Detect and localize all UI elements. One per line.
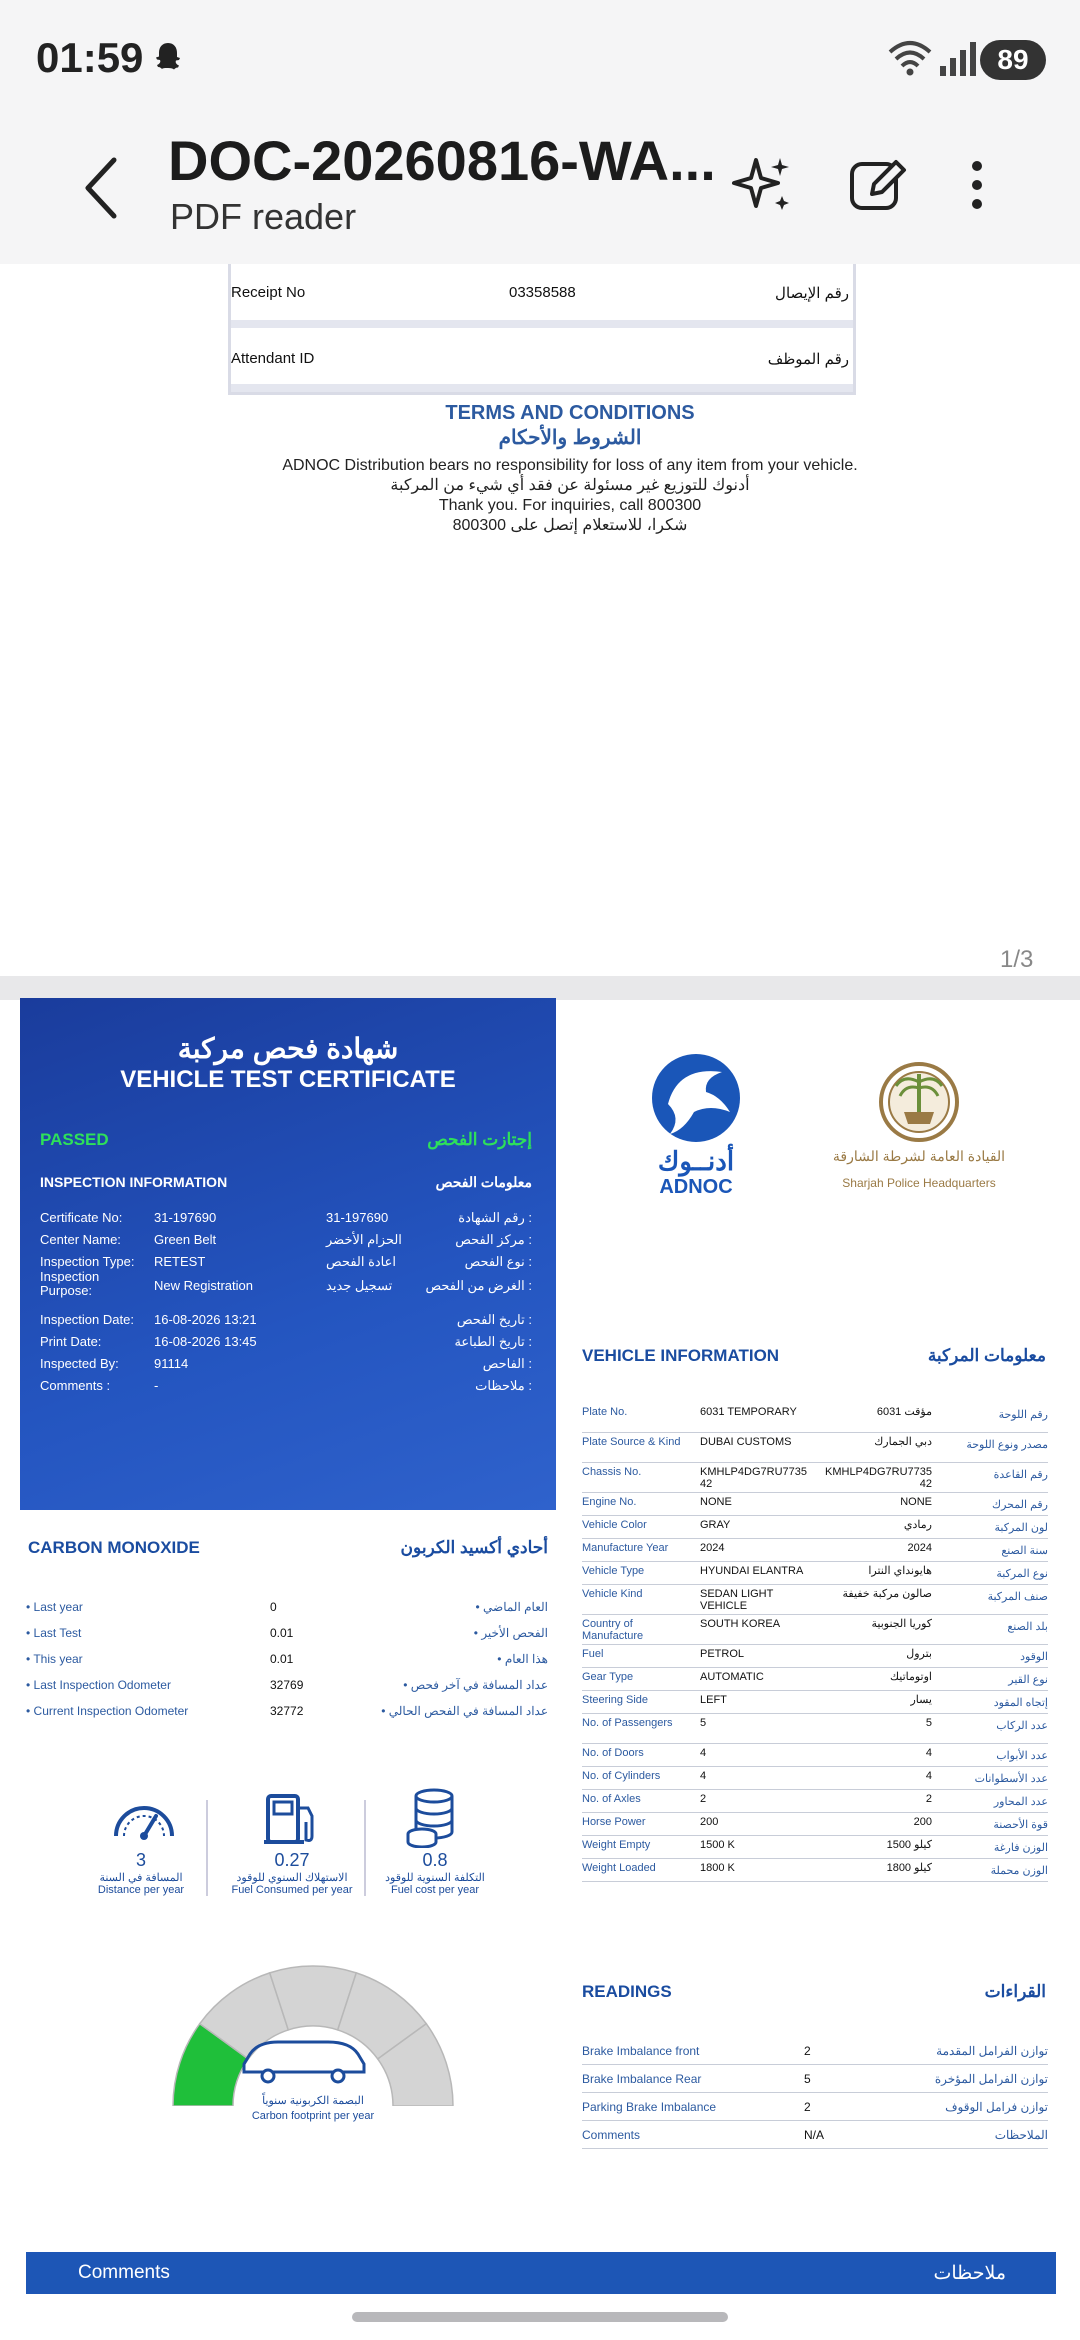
receipt-value: 03358588 xyxy=(509,284,576,301)
reading-row xyxy=(582,2122,1048,2149)
status-time: 01:59 xyxy=(36,34,144,81)
vehicle-info-label: No. of Doors xyxy=(582,1747,644,1759)
metric-distance xyxy=(66,1850,216,1896)
reading-label: Parking Brake Imbalance xyxy=(582,2100,717,2114)
inspection-label: Print Date: xyxy=(40,1334,102,1349)
vehicle-info-label-ar: قوة الأحصنة xyxy=(993,1819,1048,1831)
gesture-handle[interactable] xyxy=(352,2312,728,2322)
attendant-label: Attendant ID xyxy=(231,350,315,367)
carbon-value: 32769 xyxy=(270,1678,304,1692)
vehicle-info-value-ar: دبي الجمارك xyxy=(874,1436,932,1448)
vehicle-info-label: No. of Passengers xyxy=(582,1717,673,1729)
metric-label: Fuel cost per year xyxy=(390,1884,480,1896)
metric-value: 3 xyxy=(135,1850,146,1870)
vehicle-info-value: DUBAI CUSTOMS xyxy=(700,1436,792,1448)
ai-sparkle-icon[interactable] xyxy=(728,150,798,220)
vehicle-info-label-ar: الوزن فارغة xyxy=(993,1842,1048,1854)
carbon-row xyxy=(26,1704,548,1726)
carbon-label-ar: • الفحص الأخير xyxy=(473,1626,548,1640)
vehicle-info-label: Gear Type xyxy=(582,1671,634,1683)
terms-heading-ar: الشروط والأحكام xyxy=(498,427,642,449)
status-passed-ar: إجتازت الفحص xyxy=(427,1130,532,1149)
document-title: DOC-20260816-WA... xyxy=(168,129,716,192)
vehicle-info-label-ar: بلد الصنع xyxy=(1007,1621,1048,1633)
vehicle-info-label-ar: رقم القاعدة xyxy=(993,1469,1048,1481)
vehicle-info-row xyxy=(582,1646,1048,1668)
vehicle-info-value: 5 xyxy=(700,1717,707,1729)
inspection-label-ar: تاريخ الطباعة : xyxy=(454,1334,532,1349)
gauge-label-ar: البصمة الكربونية سنوياً xyxy=(262,2095,364,2107)
vehicle-info-label: Weight Loaded xyxy=(582,1862,656,1874)
carbon-value: 32772 xyxy=(270,1704,304,1718)
vehicle-info-label: No. of Axles xyxy=(582,1793,641,1805)
inspection-value: 16-08-2026 13:45 xyxy=(154,1334,257,1349)
vehicle-info-label-ar: عدد المحاور xyxy=(993,1796,1048,1808)
terms-heading: TERMS AND CONDITIONS xyxy=(445,402,695,424)
vehicle-info-value-ar: هايونداي النترا xyxy=(868,1565,932,1577)
receipt-table xyxy=(228,264,856,395)
vehicle-info-label-ar: إتجاه المقود xyxy=(993,1697,1048,1709)
more-options-icon[interactable] xyxy=(952,150,1002,220)
inspection-value: New Registration xyxy=(154,1278,253,1293)
vehicle-info-label-ar: صنف المركبة xyxy=(987,1591,1048,1603)
reading-label-ar: توازن الفرامل المقدمة xyxy=(936,2044,1048,2058)
carbon-footprint-gauge xyxy=(168,1954,458,2106)
vehicle-info-row xyxy=(582,1837,1048,1859)
inspection-label-ar: نوع الفحص : xyxy=(464,1254,532,1269)
metric-value: 0.8 xyxy=(422,1850,448,1870)
vehicle-info-label-ar: مصدر ونوع اللوحة xyxy=(966,1439,1048,1451)
cellular-signal-icon xyxy=(938,38,978,78)
vehicle-info-value-ar: 6031 مؤقت xyxy=(876,1406,932,1418)
reading-row xyxy=(582,2066,1048,2093)
vehicle-info-label-ar: لون المركبة xyxy=(994,1522,1048,1534)
vehicle-info-value-ar: 1500 كيلو xyxy=(886,1839,932,1851)
inspection-value-ar: اعادة الفحص xyxy=(326,1254,397,1269)
inspection-label: Inspection Date: xyxy=(40,1312,134,1327)
carbon-label: • Last year xyxy=(26,1600,83,1614)
vehicle-info-value-ar: اوتوماتيك xyxy=(889,1671,932,1683)
vehicle-info-row xyxy=(582,1586,1048,1615)
vehicle-info-value: 4 xyxy=(700,1747,707,1759)
inspection-value-ar: تسجيل جديد xyxy=(326,1278,393,1293)
vehicle-info-label-ar: الوزن محملة xyxy=(990,1865,1048,1877)
metric-label-ar: التكلفة السنوية للوقود xyxy=(385,1872,485,1884)
vehicle-info-value: PETROL xyxy=(700,1648,745,1660)
comments-label-ar: ملاحظات xyxy=(933,2263,1006,2284)
vehicle-info-row xyxy=(582,1494,1048,1516)
reading-label: Brake Imbalance front xyxy=(582,2044,700,2058)
metric-label: Distance per year xyxy=(97,1884,185,1896)
vehicle-info-label-ar: عدد الأسطوانات xyxy=(974,1773,1048,1785)
vehicle-info-label: Weight Empty xyxy=(582,1839,651,1851)
inspection-label: Inspection Type: xyxy=(40,1254,135,1269)
vehicle-info-label: No. of Cylinders xyxy=(582,1770,661,1782)
vehicle-info-value-ar: يسار xyxy=(910,1694,932,1706)
inspection-label-ar: الغرض من الفحص : xyxy=(425,1278,532,1293)
metric-label-ar: المسافة في السنة xyxy=(99,1872,183,1884)
carbon-label-ar: • هذا العام xyxy=(497,1652,548,1666)
vehicle-info-row xyxy=(582,1791,1048,1813)
wifi-icon xyxy=(886,38,934,78)
metric-fuel-cost xyxy=(360,1850,510,1896)
vehicle-info-row xyxy=(582,1540,1048,1562)
inspection-label: Inspected By: xyxy=(40,1356,119,1371)
vehicle-info-heading-ar: معلومات المركبة xyxy=(927,1346,1046,1365)
inspection-info-heading: INSPECTION INFORMATION xyxy=(40,1174,228,1190)
receipt-label-ar: رقم الإيصال xyxy=(775,285,849,302)
carbon-row xyxy=(26,1600,548,1622)
metric-label: Fuel Consumed per year xyxy=(231,1884,353,1896)
inspection-value: 91114 xyxy=(154,1356,189,1371)
inspection-label: Inspection Purpose: xyxy=(40,1269,100,1298)
reading-label: Comments xyxy=(582,2128,641,2142)
carbon-value: 0.01 xyxy=(270,1626,294,1640)
carbon-row xyxy=(26,1652,548,1674)
vehicle-info-value-ar: رمادي xyxy=(903,1519,932,1531)
app-subtitle: PDF reader xyxy=(170,196,357,237)
vehicle-info-value: SOUTH KOREA xyxy=(700,1618,781,1630)
carbon-label: • Last Test xyxy=(26,1626,82,1640)
inspection-value-ar: 31-197690 xyxy=(326,1210,389,1225)
vehicle-info-label-ar: رقم اللوحة xyxy=(998,1409,1048,1421)
vehicle-info-value-ar: 4 xyxy=(925,1747,932,1759)
carbon-label-ar: • العام الماضي xyxy=(475,1600,548,1614)
vehicle-info-label-ar: سنة الصنع xyxy=(1001,1545,1048,1557)
vehicle-info-label-ar: نوع القير xyxy=(1008,1674,1048,1686)
police-logo-ar: القيادة العامة لشرطة الشارقة xyxy=(832,1148,1006,1164)
vehicle-info-value: 4 xyxy=(700,1770,707,1782)
vehicle-info-label: Country of Manufacture xyxy=(582,1618,644,1642)
vehicle-info-row xyxy=(582,1517,1048,1539)
reading-row xyxy=(582,2038,1048,2065)
inspection-label: Center Name: xyxy=(40,1232,121,1247)
vehicle-info-row xyxy=(582,1715,1048,1744)
vehicle-info-value: LEFT xyxy=(700,1694,727,1706)
carbon-label: • Current Inspection Odometer xyxy=(26,1704,189,1718)
vehicle-info-row xyxy=(582,1404,1048,1433)
inspection-label-ar: ملاحظات : xyxy=(475,1378,532,1393)
reading-value: 2 xyxy=(804,2100,811,2114)
terms-line: ADNOC Distribution bears no responsibility for loss of any item from your vehicle. xyxy=(282,457,858,474)
vehicle-info-value: 2024 xyxy=(700,1542,725,1554)
certificate-title: VEHICLE TEST CERTIFICATE xyxy=(120,1066,456,1093)
inspection-value: Green Belt xyxy=(154,1232,217,1247)
vehicle-info-row xyxy=(582,1745,1048,1767)
vehicle-info-row xyxy=(582,1692,1048,1714)
reading-label-ar: توازن الفرامل المؤخرة xyxy=(934,2072,1048,2086)
reading-label: Brake Imbalance Rear xyxy=(582,2072,702,2086)
metric-label-ar: الاستهلاك السنوي للوقود xyxy=(236,1872,348,1884)
vehicle-info-row xyxy=(582,1768,1048,1790)
attendant-label-ar: رقم الموظف xyxy=(767,351,849,368)
adnoc-falcon-logo xyxy=(648,1052,744,1144)
vehicle-info-value: 1500 K xyxy=(700,1839,735,1851)
inspection-label-ar: رقم الشهادة : xyxy=(458,1210,532,1225)
inspection-info-heading-ar: معلومات الفحص xyxy=(435,1174,532,1190)
vehicle-info-label: Vehicle Kind xyxy=(582,1588,643,1600)
vehicle-info-label: Horse Power xyxy=(582,1816,646,1828)
carbon-label-ar: • عداد المسافة في الفحص الحالي xyxy=(381,1704,548,1718)
vehicle-info-label-ar: نوع المركبة xyxy=(996,1568,1048,1580)
speedometer-icon xyxy=(110,1796,178,1840)
readings-heading-ar: القراءات xyxy=(984,1982,1046,2001)
vehicle-info-value-ar: كوريا الجنوبية xyxy=(871,1618,932,1630)
inspection-label-ar: تاريخ الفحص : xyxy=(456,1312,532,1327)
carbon-heading: CARBON MONOXIDE xyxy=(28,1538,200,1557)
vehicle-info-value-ar: 5 xyxy=(925,1717,932,1729)
vehicle-info-row xyxy=(582,1434,1048,1463)
metric-value: 0.27 xyxy=(274,1850,310,1870)
comments-label: Comments xyxy=(78,2262,170,2283)
vehicle-info-row xyxy=(582,1563,1048,1585)
reading-value: N/A xyxy=(804,2128,825,2142)
comments-bar xyxy=(26,2252,1056,2294)
carbon-row xyxy=(26,1626,548,1648)
carbon-value: 0 xyxy=(270,1600,277,1614)
inspection-label: Comments : xyxy=(40,1378,111,1393)
inspection-value: - xyxy=(154,1378,159,1393)
vehicle-info-label: Fuel xyxy=(582,1648,604,1660)
page-separator xyxy=(0,976,1080,1000)
terms-section xyxy=(0,402,1080,536)
inspection-label: Certificate No: xyxy=(40,1210,123,1225)
reading-label-ar: توازن فرامل الوقوف xyxy=(945,2100,1048,2114)
readings-heading: READINGS xyxy=(582,1982,672,2001)
vehicle-info-row xyxy=(582,1464,1048,1493)
carbon-heading-ar: أحادي أكسيد الكربون xyxy=(400,1538,548,1557)
vehicle-info-label: Steering Side xyxy=(582,1694,649,1706)
car-cloud-icon xyxy=(244,2042,364,2072)
vehicle-info-value: 1800 K xyxy=(700,1862,735,1874)
carbon-value: 0.01 xyxy=(270,1652,294,1666)
vehicle-info-label-ar: عدد الأبواب xyxy=(996,1750,1048,1762)
vehicle-info-row xyxy=(582,1669,1048,1691)
vehicle-info-value: NONE xyxy=(700,1496,732,1508)
vehicle-info-value-ar: 2024 xyxy=(907,1542,932,1554)
adnoc-logo-en: ADNOC xyxy=(659,1176,733,1198)
vehicle-info-value-ar: 4 xyxy=(925,1770,932,1782)
adnoc-logo-ar: أدنــوك xyxy=(657,1146,735,1176)
vehicle-info-label: Manufacture Year xyxy=(582,1542,669,1554)
attendant-row xyxy=(231,328,853,392)
back-arrow-icon[interactable] xyxy=(70,148,130,228)
vehicle-info-label: Plate No. xyxy=(582,1406,628,1418)
vehicle-info-label-ar: عدد الركاب xyxy=(996,1720,1048,1732)
reading-label-ar: الملاحظات xyxy=(994,2128,1048,2142)
vehicle-info-label: Plate Source & Kind xyxy=(582,1436,681,1448)
carbon-row xyxy=(26,1678,548,1700)
carbon-label: • This year xyxy=(26,1652,83,1666)
inspection-value: RETEST xyxy=(154,1254,206,1269)
vehicle-info-label-ar: رقم المحرك xyxy=(992,1499,1048,1511)
metric-fuel-consumed xyxy=(212,1850,372,1896)
vehicle-info-value-ar: 200 xyxy=(913,1816,932,1828)
reading-row xyxy=(582,2094,1048,2121)
vehicle-info-value: KMHLP4DG7RU7735 42 xyxy=(700,1466,807,1490)
vehicle-info-value: SEDAN LIGHT VEHICLE xyxy=(700,1588,774,1612)
vehicle-info-value: AUTOMATIC xyxy=(700,1671,764,1683)
inspection-value: 31-197690 xyxy=(154,1210,217,1225)
terms-line: Thank you. For inquiries, call 800300 xyxy=(438,497,702,514)
edit-icon[interactable] xyxy=(842,150,912,220)
vehicle-info-label: Engine No. xyxy=(582,1496,637,1508)
vehicle-info-value: 6031 TEMPORARY xyxy=(700,1406,797,1418)
vehicle-info-value: HYUNDAI ELANTRA xyxy=(700,1565,804,1577)
fuel-pump-icon xyxy=(262,1792,324,1846)
vehicle-info-row xyxy=(582,1860,1048,1882)
inspection-label-ar: الفاحص : xyxy=(482,1356,532,1371)
vehicle-info-heading: VEHICLE INFORMATION xyxy=(582,1346,780,1365)
certificate-card xyxy=(20,998,556,1510)
vehicle-info-label: Vehicle Type xyxy=(582,1565,645,1577)
vehicle-info-value-ar: NONE xyxy=(900,1496,932,1508)
vehicle-info-value-ar: KMHLP4DG7RU7735 42 xyxy=(825,1466,932,1490)
vehicle-info-value: 2 xyxy=(700,1793,707,1805)
vehicle-info-value: 200 xyxy=(700,1816,719,1828)
status-passed: PASSED xyxy=(40,1130,109,1149)
carbon-label-ar: • عداد المسافة في آخر فحص xyxy=(403,1678,548,1692)
reading-value: 5 xyxy=(804,2072,811,2086)
vehicle-info-value-ar: بترول xyxy=(906,1648,932,1660)
police-logo-en: Sharjah Police Headquarters xyxy=(842,1176,996,1190)
receipt-label: Receipt No xyxy=(231,284,306,301)
inspection-value: 16-08-2026 13:21 xyxy=(154,1312,257,1327)
page-indicator: 1/3 xyxy=(1000,946,1034,973)
sharjah-police-emblem xyxy=(874,1052,964,1144)
vehicle-info-value-ar: 2 xyxy=(925,1793,932,1805)
vehicle-info-row xyxy=(582,1814,1048,1836)
inspection-value-ar: الحزام الأخضر xyxy=(326,1232,402,1247)
vehicle-info-value-ar: صالون مركبة خفيفة xyxy=(842,1588,932,1600)
battery-level: 89 xyxy=(980,40,1046,80)
vehicle-info-label-ar: الوقود xyxy=(1020,1651,1048,1663)
gauge-label: Carbon footprint per year xyxy=(251,2110,375,2122)
vehicle-info-label: Vehicle Color xyxy=(582,1519,647,1531)
snapchat-ghost-icon xyxy=(150,40,186,76)
vehicle-info-label: Chassis No. xyxy=(582,1466,642,1478)
coins-icon xyxy=(404,1788,456,1848)
receipt-row xyxy=(231,264,853,328)
terms-line: أدنوك للتوزيع غير مسئولة عن فقد أي شيء من المركبة xyxy=(390,477,750,494)
vehicle-info-value-ar: 1800 كيلو xyxy=(886,1862,932,1874)
vehicle-info-row xyxy=(582,1616,1048,1645)
inspection-label-ar: مركز الفحص : xyxy=(455,1232,532,1247)
certificate-title-ar: شهادة فحص مركبة xyxy=(177,1033,399,1064)
carbon-label: • Last Inspection Odometer xyxy=(26,1678,171,1692)
reading-value: 2 xyxy=(804,2044,811,2058)
vehicle-info-value: GRAY xyxy=(700,1519,731,1531)
terms-line: شكرا، للاستعلام إتصل على 800300 xyxy=(452,517,688,534)
